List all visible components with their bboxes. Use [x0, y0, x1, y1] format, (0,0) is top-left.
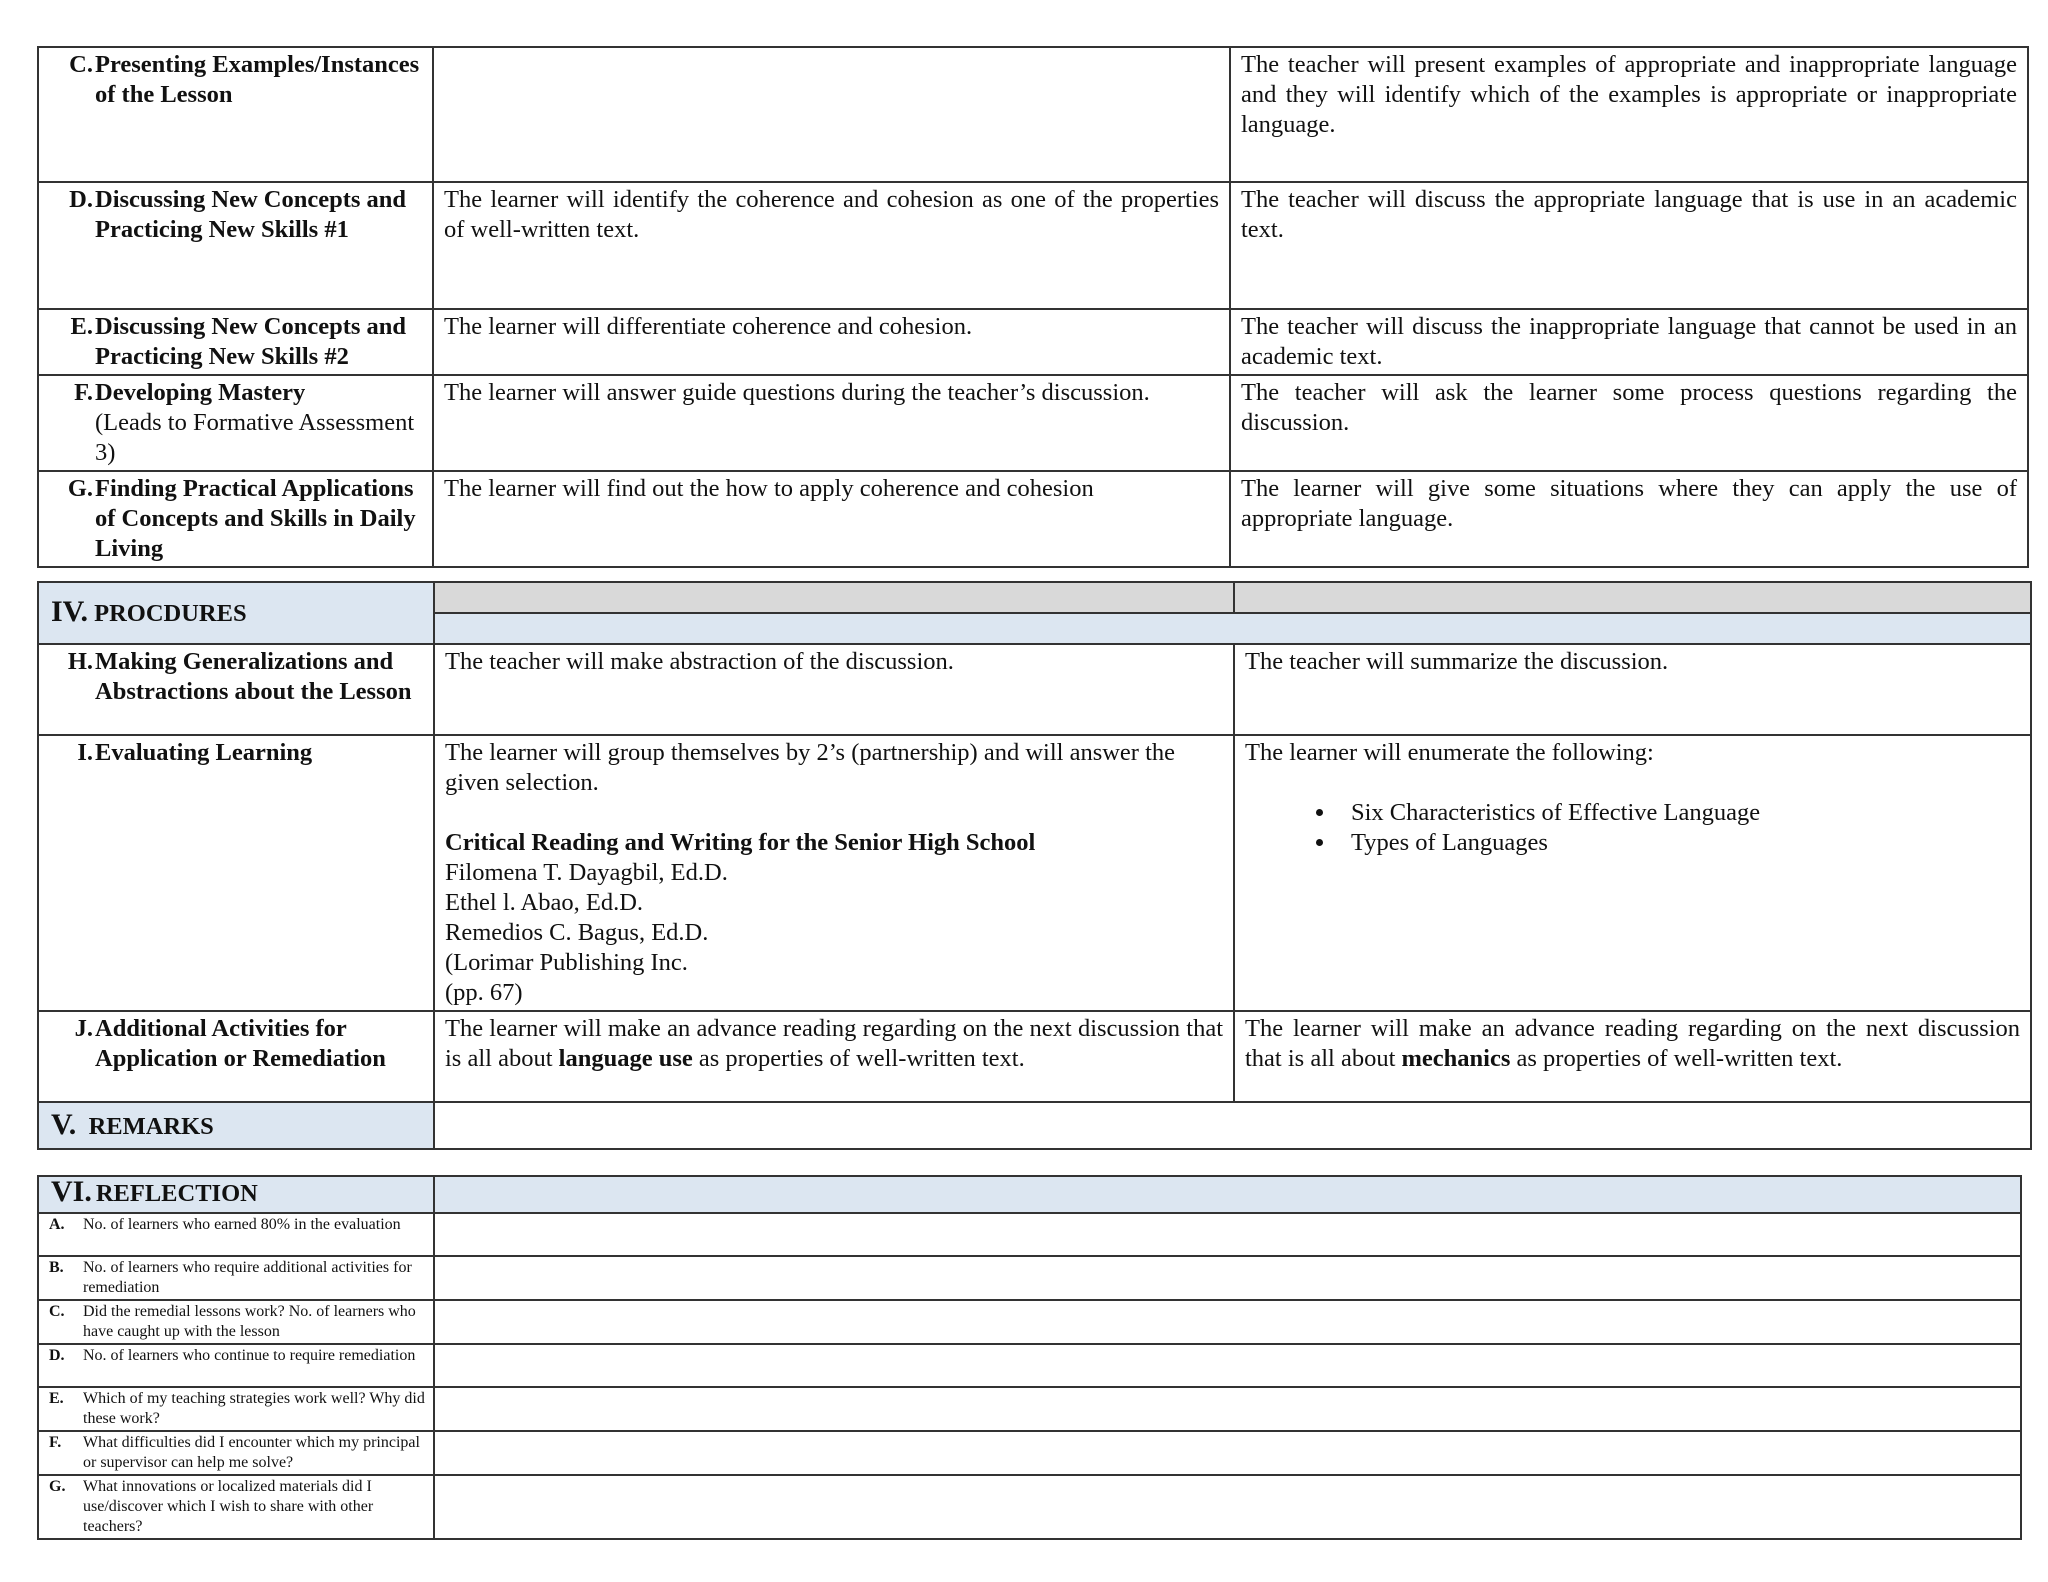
book-pages-line: (pp. 67)	[445, 979, 523, 1006]
reflection-row	[38, 1344, 2021, 1387]
table-row-g	[38, 471, 2028, 567]
procedures-table	[37, 581, 2032, 1150]
text-segment: as properties of well-written text.	[1510, 1045, 1843, 1072]
reflection-question-f	[38, 1431, 434, 1475]
section-roman-numeral: VI.	[51, 1175, 92, 1208]
remarks-heading	[38, 1102, 434, 1149]
reflection-answer-cell	[434, 1213, 2021, 1256]
table-row-j	[38, 1011, 2031, 1102]
lesson-table-upper	[37, 46, 2029, 568]
table-row-f	[38, 375, 2028, 471]
row-label-subtext: (Leads to Formative Assessment 3)	[95, 409, 415, 466]
question-letter: A.	[49, 1216, 65, 1233]
procedures-header-row	[38, 582, 2031, 613]
reflection-question-b	[38, 1256, 434, 1300]
learner-cell-e: The learner will differentiate coherence and cohesion.	[433, 309, 1230, 375]
teacher-cell-e: The teacher will discuss the inappropriate language that cannot be used in an academic text.	[1230, 309, 2028, 375]
book-publisher-line: (Lorimar Publishing Inc.	[445, 949, 688, 976]
row-label-i	[38, 735, 434, 1011]
row-letter: H.	[67, 648, 93, 675]
teacher-cell-c: The teacher will present examples of appropriate and inappropriate language and they will identify which of the examples is appropriate or inappropriate language.	[1230, 47, 2028, 182]
reflection-row	[38, 1431, 2021, 1475]
question-text: Which of my teaching strategies work well? Why did these work?	[83, 1390, 425, 1427]
question-letter: B.	[49, 1259, 64, 1276]
row-label-c	[38, 47, 433, 182]
reflection-question-d	[38, 1344, 434, 1387]
teacher-intro-text: The learner will enumerate the following:	[1245, 739, 1654, 766]
section-roman-numeral: IV.	[51, 595, 88, 628]
remarks-row	[38, 1102, 2031, 1149]
row-label-j	[38, 1011, 434, 1102]
question-letter: F.	[49, 1434, 62, 1451]
row-label-text: Developing Mastery	[95, 379, 306, 406]
question-letter: E.	[49, 1390, 64, 1407]
reflection-question-e	[38, 1387, 434, 1431]
book-author-line: Filomena T. Dayagbil, Ed.D.	[445, 859, 728, 886]
reflection-header-cell	[434, 1176, 2021, 1213]
reflection-header-row	[38, 1176, 2021, 1213]
list-item: • Types of Languages	[1337, 828, 2020, 858]
row-letter: I.	[77, 739, 93, 766]
row-letter: J.	[74, 1015, 93, 1042]
row-label-d	[38, 182, 433, 309]
text-segment: as properties of well-written text.	[692, 1045, 1025, 1072]
row-label-text: Discussing New Concepts and Practicing New Skills #2	[95, 313, 407, 370]
procedures-heading	[38, 582, 434, 644]
row-label-text: Evaluating Learning	[95, 739, 313, 766]
teacher-cell-h: The teacher will summarize the discussion.	[1234, 644, 2031, 735]
row-label-h	[38, 644, 434, 735]
reflection-question-a	[38, 1213, 434, 1256]
book-title: Critical Reading and Writing for the Senior High School	[445, 829, 1036, 856]
question-letter: D.	[49, 1347, 65, 1364]
learner-cell-i	[434, 735, 1234, 1011]
row-letter: F.	[74, 379, 93, 406]
learner-cell-c	[433, 47, 1230, 182]
teacher-cell-i	[1234, 735, 2031, 1011]
row-letter: E.	[70, 313, 93, 340]
book-author-line: Ethel l. Abao, Ed.D.	[445, 889, 644, 916]
question-text: Did the remedial lessons work? No. of learners who have caught up with the lesson	[83, 1303, 416, 1340]
row-label-text: Additional Activities for Application or Remediation	[95, 1015, 386, 1072]
reflection-row	[38, 1213, 2021, 1256]
reflection-answer-cell	[434, 1475, 2021, 1539]
row-label-g	[38, 471, 433, 567]
text-segment: The learner will make an advance reading regarding on the next discussion that is all about	[1245, 1015, 2020, 1072]
reflection-question-g	[38, 1475, 434, 1539]
learner-cell-d: The learner will identify the coherence and cohesion as one of the properties of well-written text.	[433, 182, 1230, 309]
row-label-e	[38, 309, 433, 375]
row-letter: C.	[69, 51, 93, 78]
reflection-answer-cell	[434, 1344, 2021, 1387]
table-row-h	[38, 644, 2031, 735]
learner-intro-text: The learner will group themselves by 2’s (partnership) and will answer the given selection.	[445, 739, 1176, 796]
reflection-table	[37, 1175, 2022, 1540]
learner-cell-j	[434, 1011, 1234, 1102]
row-letter: G.	[67, 475, 93, 502]
section-title: REFLECTION	[95, 1180, 258, 1207]
table-row-i	[38, 735, 2031, 1011]
table-row-d	[38, 182, 2028, 309]
row-letter: D.	[69, 186, 93, 213]
remarks-cell	[434, 1102, 2031, 1149]
question-text: No. of learners who earned 80% in the evaluation	[83, 1216, 401, 1233]
teacher-cell-f: The teacher will ask the learner some process questions regarding the discussion.	[1230, 375, 2028, 471]
teacher-cell-j	[1234, 1011, 2031, 1102]
section-title: REMARKS	[88, 1112, 214, 1140]
text-segment: The learner will make an advance reading regarding on the next discussion that is all about	[445, 1015, 1223, 1072]
reflection-row	[38, 1256, 2021, 1300]
table-row-c	[38, 47, 2028, 182]
reflection-heading	[38, 1176, 434, 1213]
reflection-answer-cell	[434, 1387, 2021, 1431]
reflection-answer-cell	[434, 1300, 2021, 1344]
learner-cell-g: The learner will find out the how to apply coherence and cohesion	[433, 471, 1230, 567]
row-label-text: Discussing New Concepts and Practicing New Skills #1	[95, 186, 407, 243]
bullet-list	[1245, 798, 2020, 858]
question-text: What difficulties did I encounter which my principal or supervisor can help me solve?	[83, 1434, 420, 1471]
table-row-e	[38, 309, 2028, 375]
reflection-question-c	[38, 1300, 434, 1344]
reflection-row	[38, 1300, 2021, 1344]
question-letter: C.	[49, 1303, 65, 1320]
section-roman-numeral: V.	[51, 1107, 77, 1141]
book-author-line: Remedios C. Bagus, Ed.D.	[445, 919, 709, 946]
question-text: No. of learners who continue to require remediation	[83, 1347, 416, 1364]
reflection-row	[38, 1387, 2021, 1431]
question-letter: G.	[49, 1478, 66, 1495]
question-text: What innovations or localized materials did I use/discover which I wish to share with other teachers?	[83, 1478, 374, 1535]
row-label-text: Making Generalizations and Abstractions about the Lesson	[95, 648, 412, 705]
header-grey-cell-teacher	[1234, 582, 2031, 613]
reflection-answer-cell	[434, 1431, 2021, 1475]
question-text: No. of learners who require additional activities for remediation	[83, 1259, 412, 1296]
teacher-cell-g: The learner will give some situations where they can apply the use of appropriate language.	[1230, 471, 2028, 567]
teacher-cell-d: The teacher will discuss the appropriate language that is use in an academic text.	[1230, 182, 2028, 309]
emphasis-text: mechanics	[1401, 1045, 1511, 1072]
learner-cell-h: The teacher will make abstraction of the discussion.	[434, 644, 1234, 735]
emphasis-text: language use	[558, 1045, 693, 1072]
header-blue-cell	[434, 613, 2031, 644]
header-grey-cell-learner	[434, 582, 1234, 613]
section-title: PROCDURES	[94, 600, 247, 627]
row-label-text: Presenting Examples/Instances of the Lesson	[95, 51, 420, 108]
reflection-answer-cell	[434, 1256, 2021, 1300]
row-label-text: Finding Practical Applications of Concepts and Skills in Daily Living	[95, 475, 416, 562]
learner-cell-f: The learner will answer guide questions during the teacher’s discussion.	[433, 375, 1230, 471]
list-item: • Six Characteristics of Effective Language	[1337, 798, 2020, 828]
row-label-f	[38, 375, 433, 471]
reflection-row	[38, 1475, 2021, 1539]
